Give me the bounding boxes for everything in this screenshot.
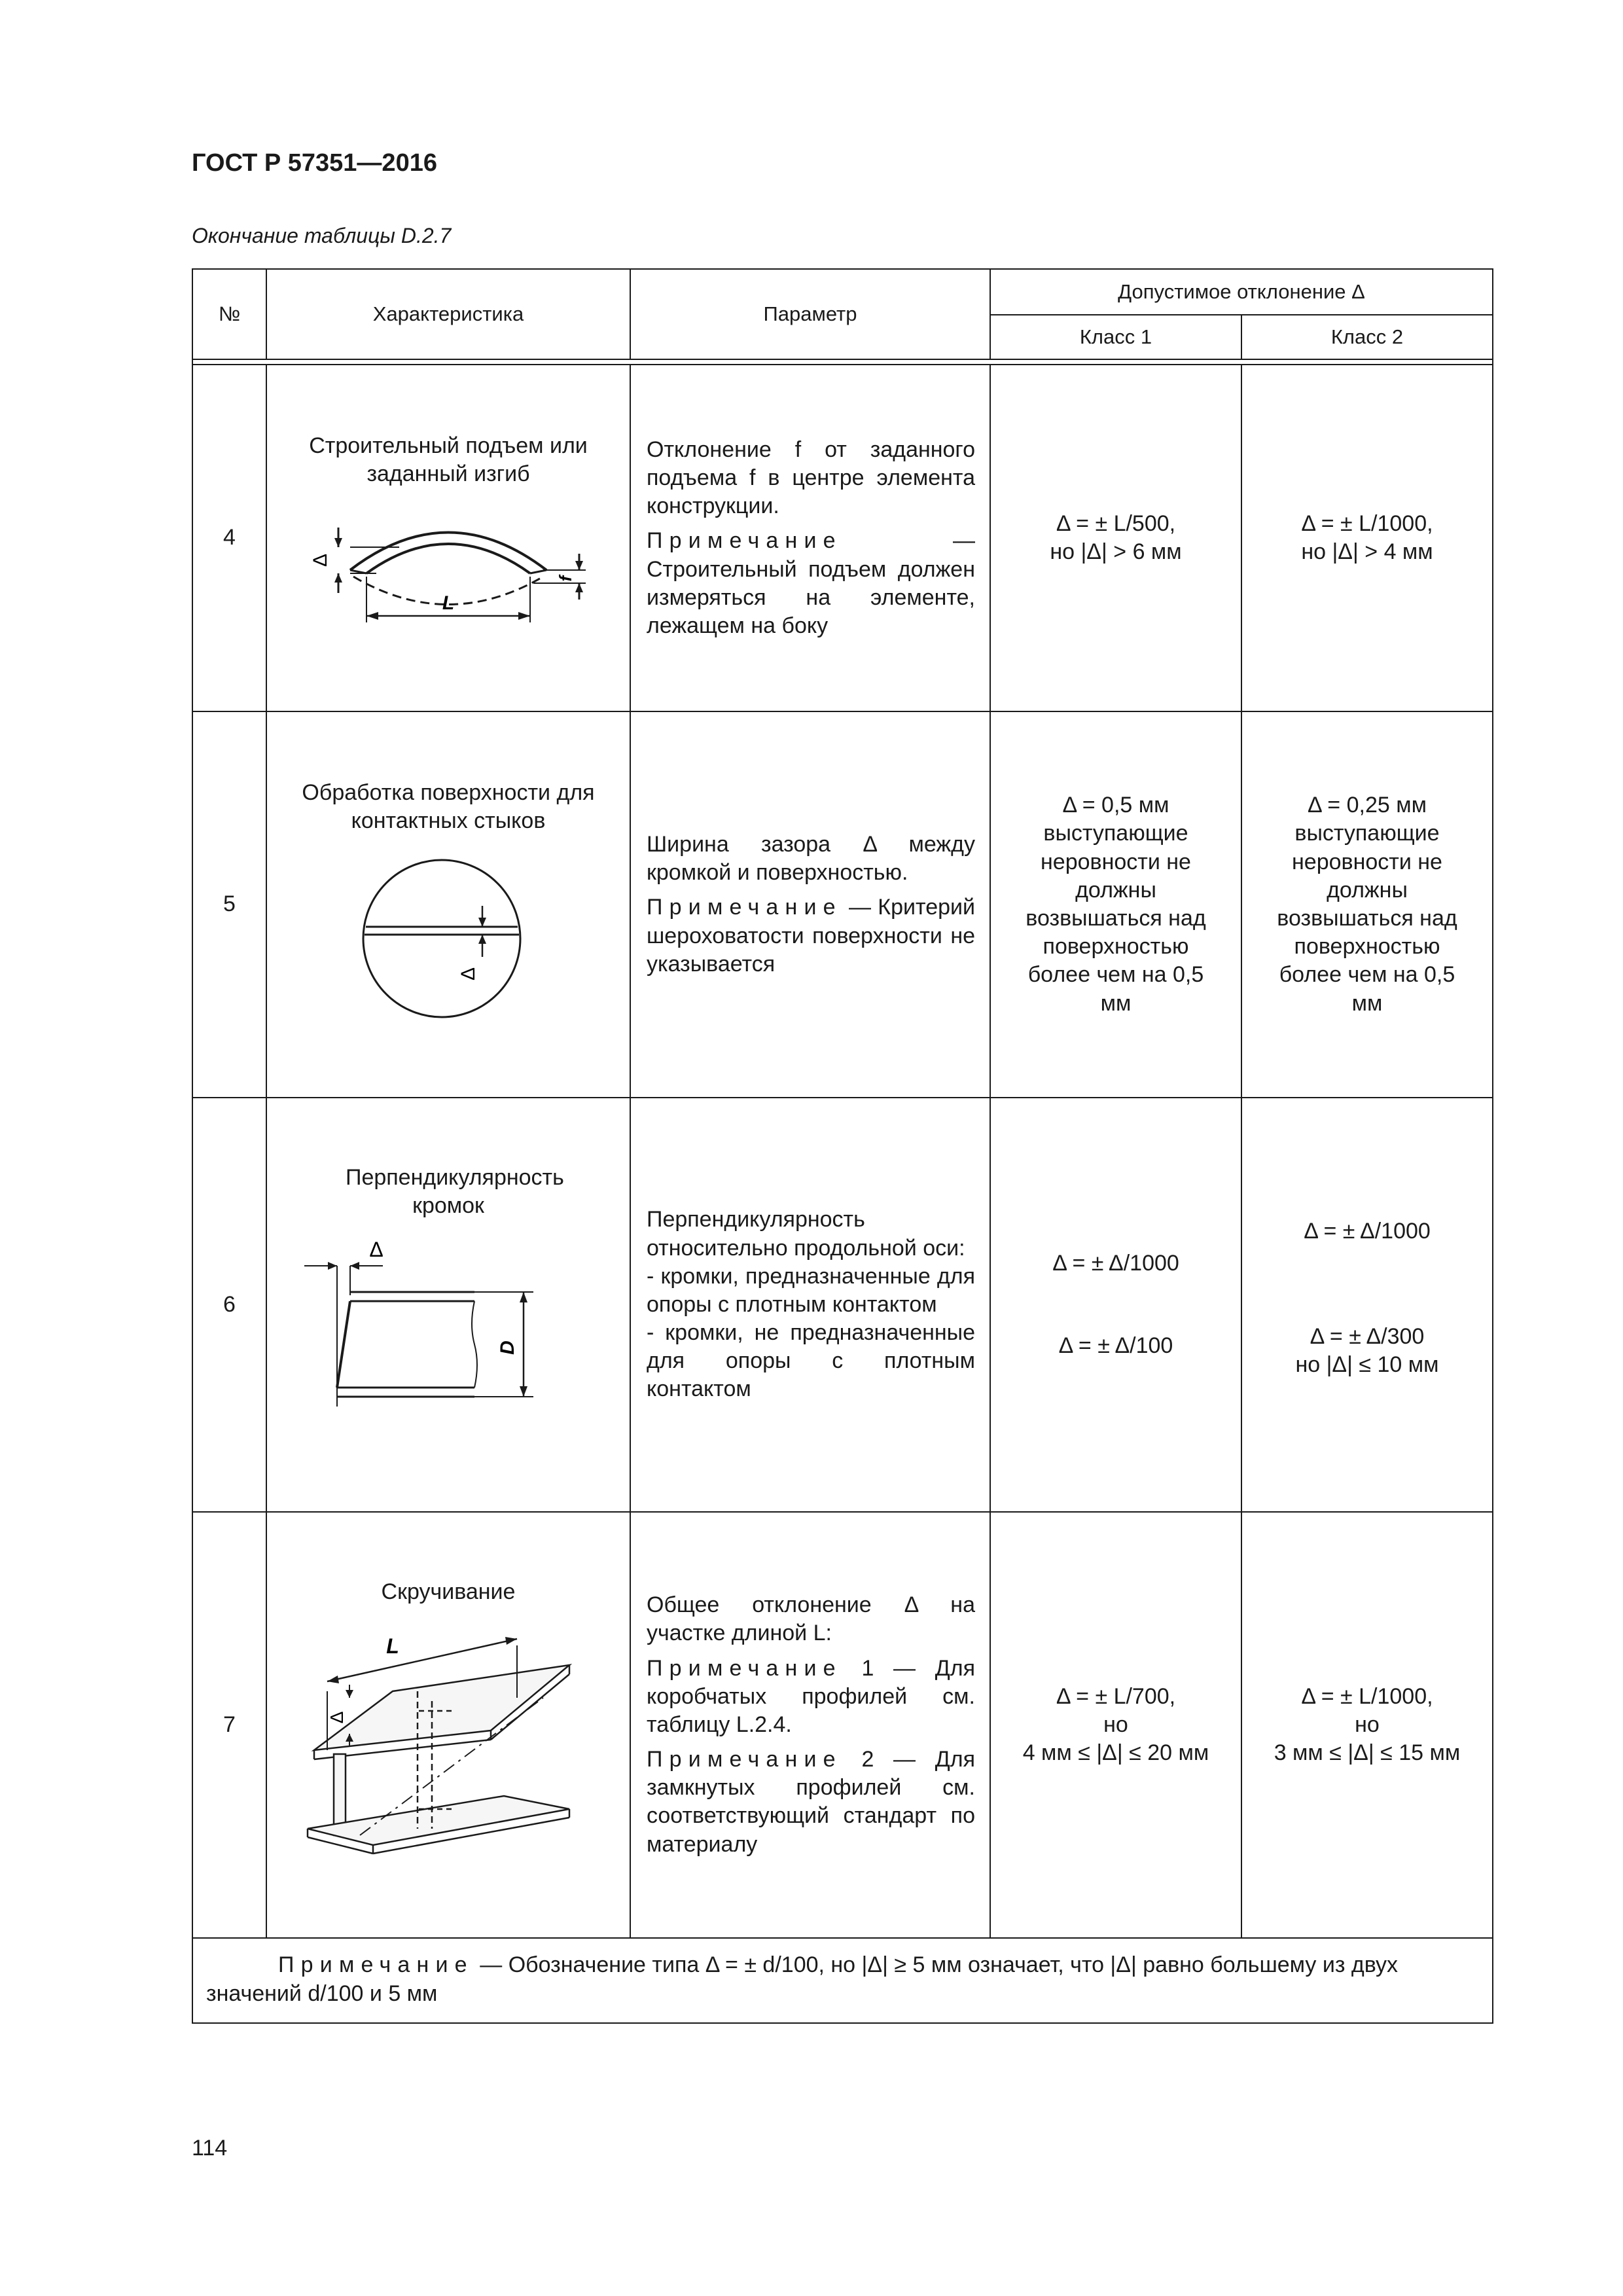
camber-figure [304, 508, 592, 639]
class1-value: Δ = ± Δ/1000 [1052, 1251, 1179, 1276]
note-label: Примечание [647, 1747, 842, 1772]
row-number: 6 [192, 1098, 266, 1512]
note-text: 1 — Для коробчатых профилей см. таблицу L.2.4. [647, 1655, 975, 1737]
col-header-characteristic: Характеристика [266, 269, 630, 359]
row-number: 5 [192, 711, 266, 1098]
table-row [192, 1512, 1493, 1938]
footnote-text: — Обозначение типа Δ = ± d/100, но |Δ| ≥ 5 мм означает, что |Δ| равно большему из двух значений d/100 и 5 мм [206, 1952, 1399, 2007]
class2-value: Δ = 0,25 мм выступающие неровности не должны возвышаться над поверхностью более чем на 0,5 мм [1277, 793, 1457, 1016]
col-header-parameter: Параметр [630, 269, 990, 359]
class2-conjunction: но [1355, 1712, 1380, 1737]
table-row [192, 711, 1493, 1098]
delta-label: Δ [310, 554, 331, 567]
table-row [192, 1098, 1493, 1512]
class2-value: Δ = ± L/1000, [1301, 511, 1433, 536]
f-label: f [556, 576, 575, 582]
surface-finish-figure [344, 853, 553, 1024]
characteristic-text: Обработка поверхности для контактных стыков [302, 780, 595, 834]
parameter-item: - кромки, не предназначенные для опоры с плотным контактом [647, 1320, 975, 1402]
class1-value: Δ = ± L/700, [1056, 1683, 1176, 1709]
class1-condition: но |Δ| > 6 мм [1050, 539, 1182, 564]
length-label: L [442, 592, 455, 615]
table-row [192, 365, 1493, 711]
class1-value: Δ = 0,5 мм выступающие неровности не должны возвышаться над поверхностью более чем на 0,5 мм [1026, 793, 1206, 1016]
parameter-text: Ширина зазора Δ между кромкой и поверхностью. [647, 832, 975, 886]
class2-value: Δ = ± L/1000, [1301, 1683, 1433, 1709]
length-label: L [386, 1634, 399, 1659]
note-text: — Критерий шероховатости поверхности не указывается [647, 895, 975, 977]
page-number: 114 [192, 2136, 228, 2161]
table-footnote-row [192, 1938, 1493, 2023]
footnote-label: Примечание [278, 1952, 474, 1977]
row-number: 7 [192, 1512, 266, 1938]
col-header-num: № [192, 269, 266, 359]
twist-figure [294, 1619, 602, 1855]
tolerance-table [192, 268, 1493, 2024]
class1-value: Δ = ± Δ/100 [1058, 1333, 1173, 1358]
note-label: Примечание [647, 895, 842, 920]
class2-value: Δ = ± Δ/300 [1310, 1323, 1425, 1349]
characteristic-text: Скручивание [381, 1579, 516, 1604]
class1-conjunction: но [1103, 1712, 1128, 1737]
characteristic-text: Перпендикулярность кромок [346, 1165, 564, 1219]
col-header-deviation: Допустимое отклонение Δ [990, 269, 1493, 315]
characteristic-text: Строительный подъем или заданный изгиб [309, 433, 588, 487]
class1-condition: 4 мм ≤ |Δ| ≤ 20 мм [1022, 1740, 1209, 1766]
parameter-item: - кромки, предназначенные для опоры с плотным контактом [647, 1263, 975, 1317]
delta-label: Δ [457, 967, 479, 981]
col-header-class1: Класс 1 [990, 315, 1241, 359]
document-header: ГОСТ Р 57351—2016 [192, 149, 437, 177]
class2-condition: 3 мм ≤ |Δ| ≤ 15 мм [1274, 1740, 1461, 1766]
delta-label: Δ [369, 1238, 383, 1262]
class1-value: Δ = ± L/500, [1056, 511, 1176, 536]
depth-label: D [497, 1340, 518, 1355]
col-header-class2: Класс 2 [1241, 315, 1493, 359]
note-label: Примечание [647, 528, 842, 554]
parameter-text: Отклонение f от заданного подъема f в центре элемента конструкции. [647, 437, 975, 519]
class2-condition: но |Δ| ≤ 10 мм [1295, 1352, 1439, 1378]
delta-label: Δ [327, 1711, 347, 1724]
note-text: 2 — Для замкнутых профилей см. соответствующий стандарт по материалу [647, 1747, 975, 1857]
table-continuation-caption: Окончание таблицы D.2.7 [192, 224, 452, 247]
class2-value: Δ = ± Δ/1000 [1304, 1218, 1431, 1244]
note-text: — Строительный подъем должен измеряться на элементе, лежащем на боку [647, 528, 975, 638]
parameter-text: Перпендикулярность относительно продольной оси: [647, 1207, 965, 1261]
note-label: Примечание [647, 1655, 842, 1681]
parameter-text: Общее отклонение Δ на участке длиной L: [647, 1592, 975, 1646]
squareness-figure [298, 1233, 599, 1429]
row-number: 4 [192, 365, 266, 711]
class2-condition: но |Δ| > 4 мм [1301, 539, 1433, 564]
